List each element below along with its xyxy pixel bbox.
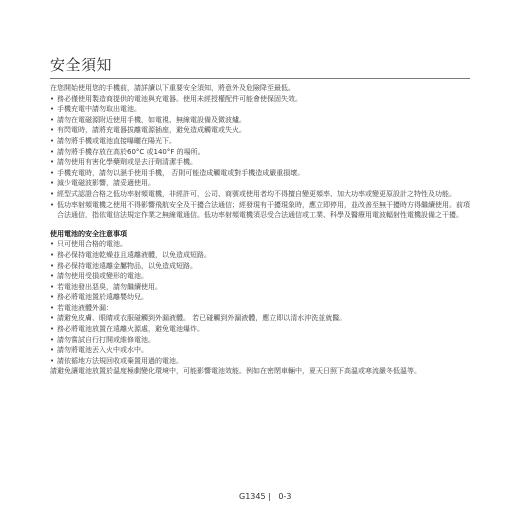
battery-section-heading: 使用電池的安全注意事項 [50, 229, 127, 238]
list-item: • 請勿使用有害化學藥劑或是去汙劑清潔手機。 [50, 157, 472, 168]
list-item: • 若電池發出惡臭，請勿繼續使用。 [50, 282, 472, 293]
list-item: • 請勿將手機存放在高於60°C 或140°F 的場所。 [50, 147, 472, 158]
page-footer: G1345 | 0-3 [239, 492, 292, 501]
list-item: • 請避免皮膚、眼睛或衣服碰觸到外漏液體。 若已碰觸到外漏液體，應立即以清水沖洗並就醫。 [50, 313, 472, 324]
list-item: • 低功率射頻電機之使用不得影響飛航安全及干擾合法通信；經發現有干擾現象時，應立即停用，並改善至無干擾時方得繼續使用。前項合法通信，指依電信法規定作業之無線電通信。低功率射頻電機須忍受合法通信或工業、科學及醫療用電波輻射性電機設備之干擾。 [50, 200, 472, 221]
list-item: • 務必將電池放置在遠離火源處，避免電池爆炸。 [50, 324, 472, 335]
title-divider [50, 78, 470, 79]
list-item: • 務必保持電池遠離金屬物品，以免造成短路。 [50, 261, 472, 272]
page-title: 安全須知 [50, 56, 113, 74]
list-item: • 有閃電時，請將充電器拔離電源插座，避免造成觸電或失火。 [50, 125, 472, 136]
list-item: • 手機充電時，請勿以濕手使用手機， 否則可能造成觸電或對手機造成嚴重損壞。 [50, 168, 472, 179]
list-item: • 請勿使用受損或變形的電池。 [50, 271, 472, 282]
list-item: • 請依循地方法規回收或棄置用過的電池。 [50, 356, 472, 367]
list-item: • 務必將電池置於遠離嬰幼兒。 [50, 292, 472, 303]
list-item: • 請勿將電池丟入火中或水中。 [50, 345, 472, 356]
list-item: • 只可使用合格的電池。 [50, 239, 472, 250]
list-item: • 若電池液體外漏： [50, 303, 472, 314]
list-item: • 請勿嘗試自行打開或維修電池。 [50, 335, 472, 346]
list-item: • 請勿將手機或電池直接曝曬在陽光下。 [50, 136, 472, 147]
battery-temperature-note: 請避免讓電池放置於溫度極劇變化環境中，可能影響電池效能。例如在密閉車輛中，夏天日照下高溫或寒流嚴冬低溫等。 [50, 367, 421, 376]
list-item: • 減少電磁波影響，請妥適使用。 [50, 178, 472, 189]
battery-safety-list [50, 239, 472, 366]
list-item: • 經型式認證合格之低功率射頻電機，非經許可，公司、商號或使用者均不得擅自變更頻率、加大功率或變更原設計之特性及功能。 [50, 189, 472, 200]
list-item: • 務必僅使用製造商提供的電池與充電器。使用未經授權配件可能會使保固失效。 [50, 94, 472, 105]
list-item: • 手機充電中請勿取出電池。 [50, 104, 472, 115]
general-safety-list [50, 94, 472, 221]
list-item: • 請勿在電磁源附近使用手機，如電視、無線電設備及微波爐。 [50, 115, 472, 126]
list-item: • 務必保持電池乾燥並且遠離液體，以免造成短路。 [50, 250, 472, 261]
page-content [50, 83, 472, 377]
intro-text: 在您開始使用您的手機前，請詳讀以下重要安全須知，將意外及危險降至最低。 [50, 84, 295, 92]
